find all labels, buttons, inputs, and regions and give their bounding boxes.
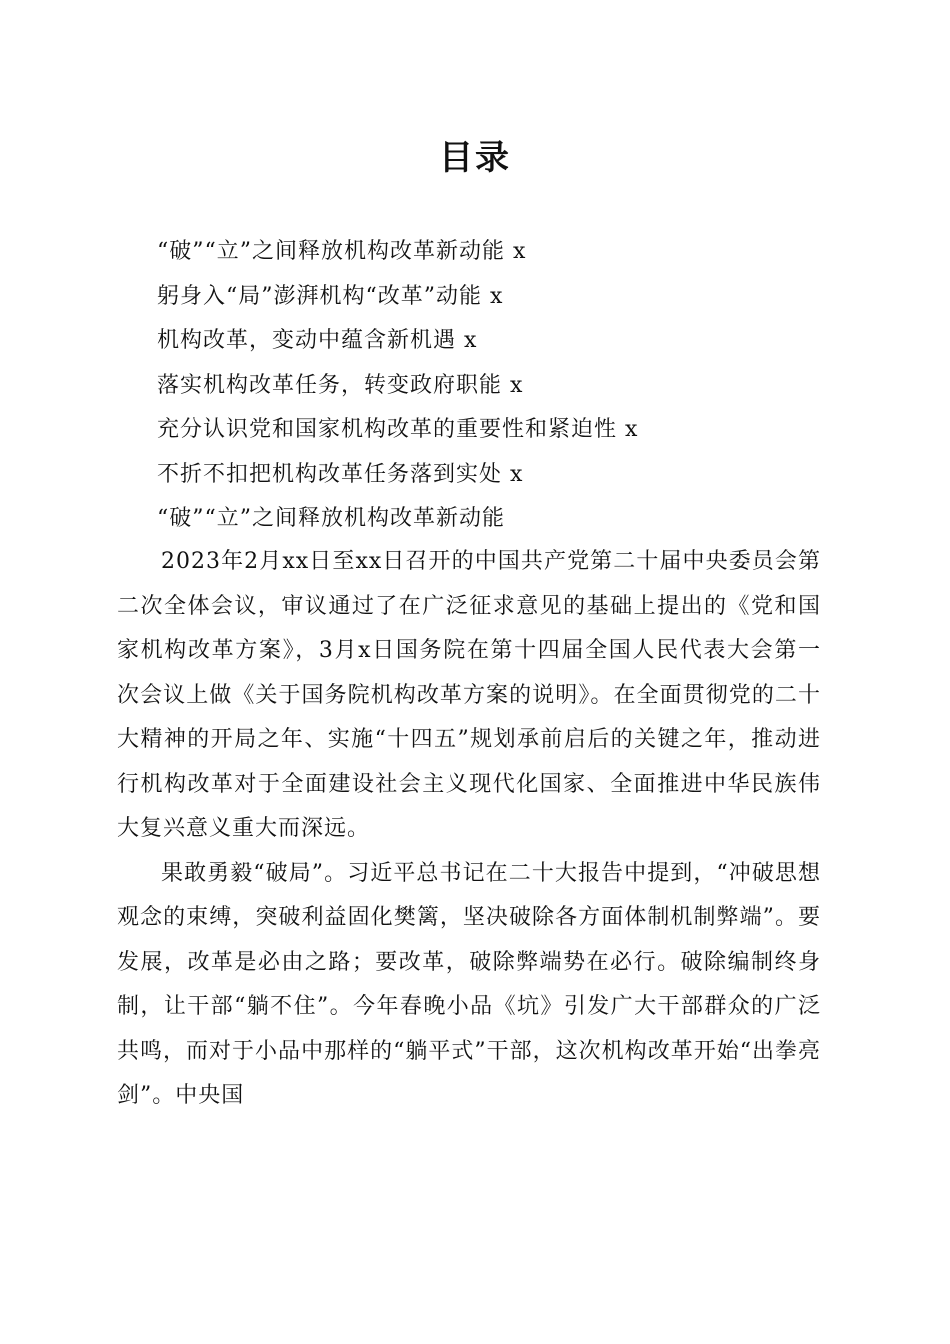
page-title: 目录 [439,138,511,178]
toc-item: 落实机构改革任务，转变政府职能 x [157,372,524,398]
section-heading: “破”“立”之间释放机构改革新动能 [157,506,505,531]
toc-item: “破”“立”之间释放机构改革新动能 x [157,239,527,264]
paragraph: 2023年2月xx日至xx日召开的中国共产党第二十届中央委员会第二次全体会议，审议通过了在广泛征求意见的基础上提出的《党和国家机构改革方案》，3月x日国务院在第十四届全国人民代表大会第一次会议上做《关于国务院机构改革方案的说明》。在全面贯彻党的二十大精神的开局之年、实施“十四五”规划承前启后的关键之年，推动进行机构改革对于全面建设社会主义现代化国家、全面推进中华民族伟大复兴意义重大而深远。 [117,549,821,841]
toc-item: 充分认识党和国家机构改革的重要性和紧迫性 x [157,417,639,442]
table-of-contents [157,230,857,542]
toc-item: 躬身入“局”澎湃机构“改革”动能 x [157,283,504,309]
toc-item: 机构改革，变动中蕴含新机遇 x [157,328,478,353]
toc-item: 不折不扣把机构改革任务落到实处 x [157,461,524,487]
paragraph: 果敢勇毅“破局”。习近平总书记在二十大报告中提到，“冲破思想观念的束缚，突破利益固化樊篱，坚决破除各方面体制机制弊端”。要发展，改革是必由之路；要改革，破除弊端势在必行。破除编制终身制，让干部“躺不住”。今年春晚小品《坑》引发广大干部群众的广泛共鸣，而对于小品中那样的“躺平式”干部，这次机构改革开始“出拳亮剑”。中央国 [117,860,821,1108]
body-text [117,540,821,1119]
